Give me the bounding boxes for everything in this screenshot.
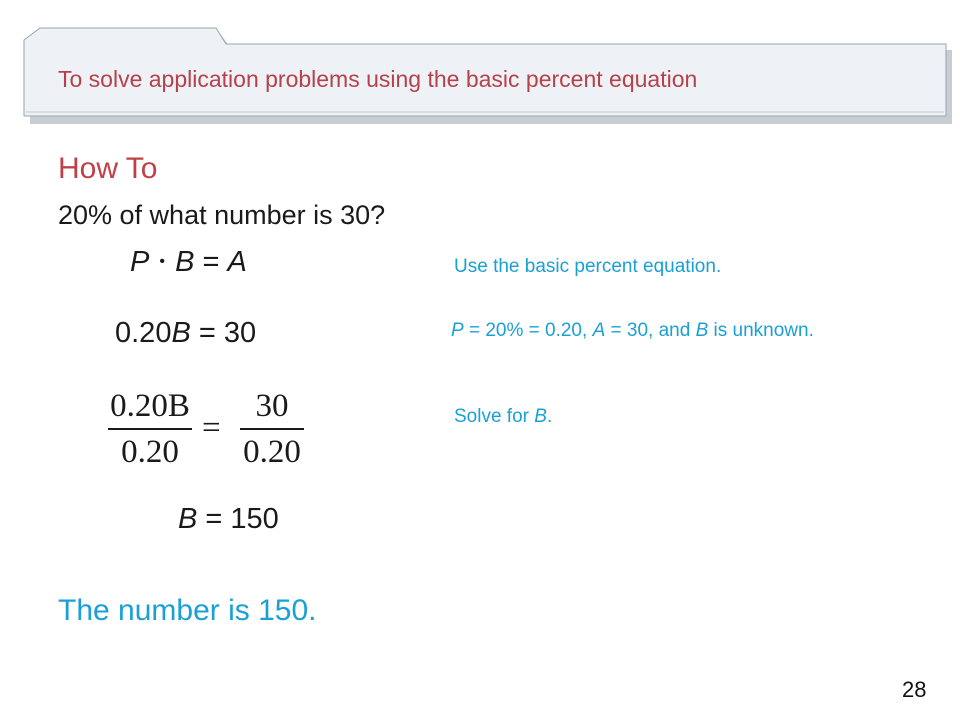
- left-fraction-bar: [108, 428, 192, 430]
- eq1-p: P: [130, 246, 150, 278]
- step-note-2: [451, 320, 814, 342]
- note2-b-rest: is unknown.: [708, 320, 814, 341]
- step-note-1: Use the basic percent equation.: [454, 256, 722, 277]
- banner-tab-shape: [0, 0, 960, 130]
- note3-text: Solve for: [454, 406, 535, 427]
- left-numerator: 0.20B: [110, 388, 190, 424]
- eq2-rest: = 30: [190, 317, 257, 349]
- page-number: 28: [902, 677, 927, 702]
- substituted-equation: [115, 317, 256, 350]
- answer-text: The number is 150.: [58, 594, 317, 627]
- fraction-equals: =: [202, 410, 221, 446]
- solution-equation: [178, 503, 279, 536]
- note2-a: A: [592, 320, 606, 341]
- eq1-a: A: [227, 246, 247, 278]
- note2-p: P: [451, 320, 464, 341]
- eq4-rest: = 150: [197, 503, 279, 535]
- how-to-heading: How To: [58, 152, 158, 185]
- basic-percent-equation: [130, 246, 247, 279]
- note2-a-rest: = 30, and: [605, 320, 696, 341]
- right-fraction: [240, 388, 304, 470]
- question-text: 20% of what number is 30?: [58, 200, 386, 230]
- note2-b: B: [695, 320, 709, 341]
- eq2-var: B: [171, 317, 191, 349]
- note2-p-rest: = 20% = 0.20,: [463, 320, 593, 341]
- left-denominator: 0.20: [121, 434, 179, 470]
- note3-end: .: [546, 406, 553, 427]
- multiply-dot-icon: •: [159, 253, 166, 270]
- header-banner: [0, 0, 960, 130]
- right-denominator: 0.20: [243, 434, 301, 470]
- note3-var: B: [534, 406, 547, 427]
- page-title: To solve application problems using the basic percent equation: [58, 66, 698, 92]
- eq1-equals: =: [202, 246, 220, 278]
- eq2-coef: 0.20: [115, 317, 172, 349]
- left-fraction: [108, 388, 192, 470]
- right-numerator: 30: [255, 388, 289, 424]
- step-note-3: [454, 406, 552, 428]
- right-fraction-bar: [240, 428, 304, 430]
- eq4-var: B: [178, 503, 198, 535]
- eq1-b: B: [175, 246, 195, 278]
